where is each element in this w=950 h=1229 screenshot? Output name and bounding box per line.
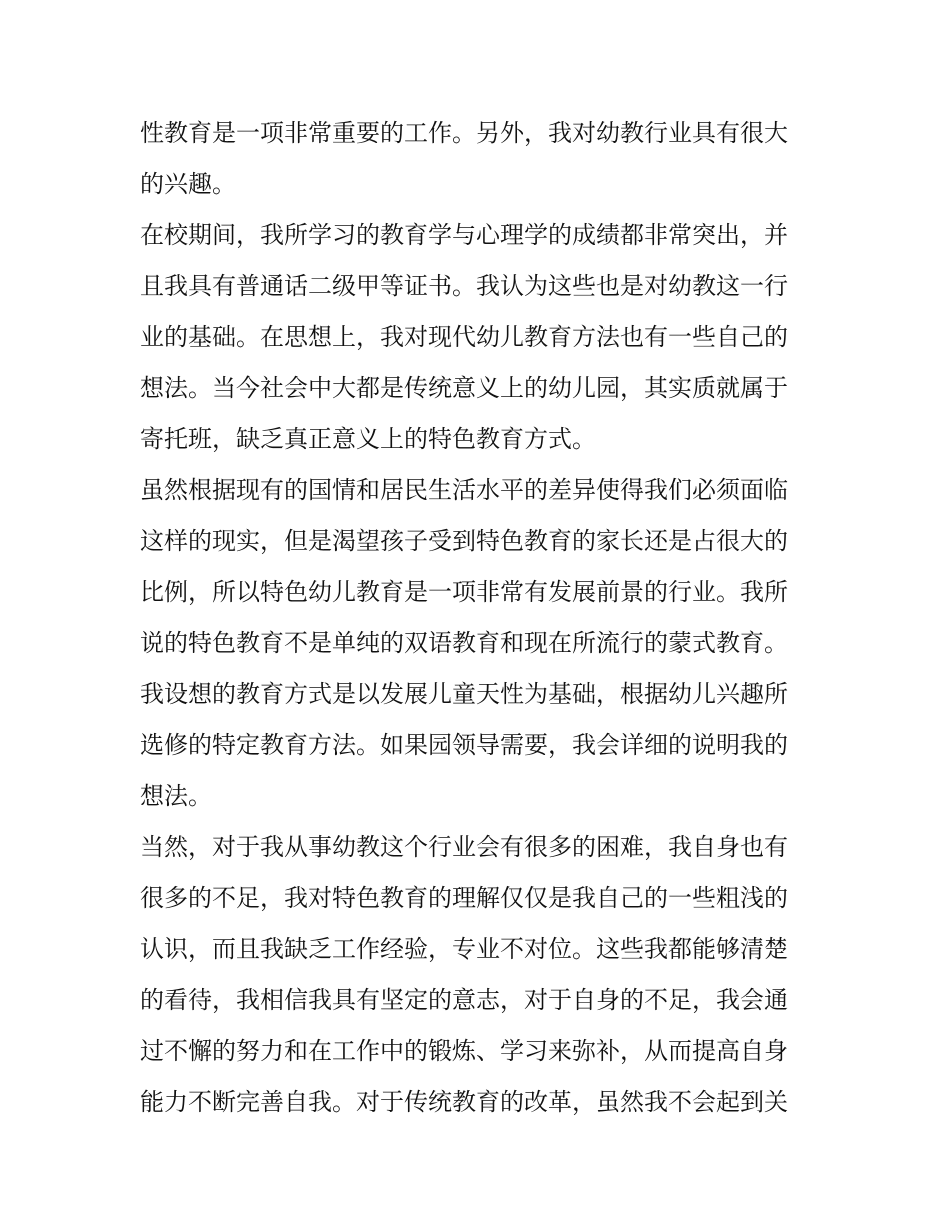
text-line: 想法。 [140,782,212,810]
text-line: 过不懈的努力和在工作中的锻炼、学习来弥补，从而提高自身 [140,1037,788,1065]
text-line: 很多的不足，我对特色教育的理解仅仅是我自己的一些粗浅的 [140,884,788,912]
text-line: 的兴趣。 [140,170,236,198]
text-line: 在校期间，我所学习的教育学与心理学的成绩都非常突出，并 [140,221,788,249]
text-line: 认识，而且我缺乏工作经验，专业不对位。这些我都能够清楚 [140,935,788,963]
text-line: 的看待，我相信我具有坚定的意志，对于自身的不足，我会通 [140,986,788,1014]
text-line: 寄托班，缺乏真正意义上的特色教育方式。 [140,425,596,453]
text-line: 业的基础。在思想上，我对现代幼儿教育方法也有一些自己的 [140,323,788,351]
text-line: 说的特色教育不是单纯的双语教育和现在所流行的蒙式教育。 [140,629,788,657]
text-line: 性教育是一项非常重要的工作。另外，我对幼教行业具有很大 [140,119,788,147]
body-text [140,108,820,1128]
text-line: 虽然根据现有的国情和居民生活水平的差异使得我们必须面临 [140,476,788,504]
text-line: 想法。当今社会中大都是传统意义上的幼儿园，其实质就属于 [140,374,788,402]
text-line: 能力不断完善自我。对于传统教育的改革，虽然我不会起到关 [140,1088,788,1116]
text-line: 选修的特定教育方法。如果园领导需要，我会详细的说明我的 [140,731,788,759]
text-line: 这样的现实，但是渴望孩子受到特色教育的家长还是占很大的 [140,527,788,555]
text-line: 我设想的教育方式是以发展儿童天性为基础，根据幼儿兴趣所 [140,680,788,708]
text-line: 当然，对于我从事幼教这个行业会有很多的困难，我自身也有 [140,833,788,861]
text-line: 且我具有普通话二级甲等证书。我认为这些也是对幼教这一行 [140,272,788,300]
text-line: 比例，所以特色幼儿教育是一项非常有发展前景的行业。我所 [140,578,788,606]
